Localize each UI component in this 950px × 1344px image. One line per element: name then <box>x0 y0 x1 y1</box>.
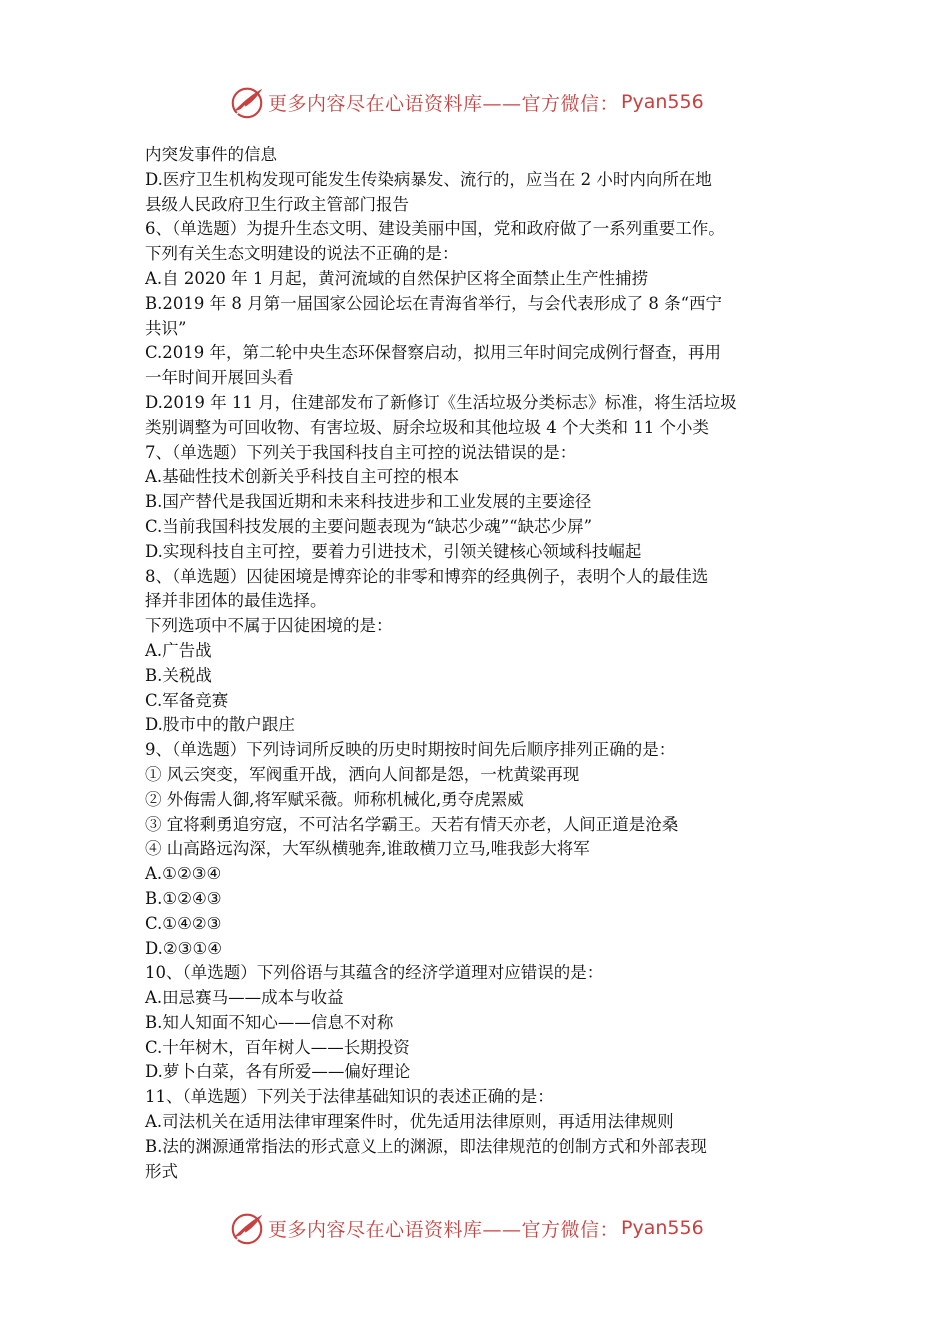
header-banner <box>228 82 728 122</box>
text-line: ② 外侮需人御,将军赋采薇。师称机械化,勇夺虎罴威 <box>145 789 524 809</box>
feather-pen-logo-icon <box>228 83 266 121</box>
text-line: A.基础性技术创新关乎科技自主可控的根本 <box>145 467 460 487</box>
text-line: ④ 山高路远沟深，大军纵横驰奔,谁敢横刀立马,唯我彭大将军 <box>145 839 590 859</box>
text-line: 10、（单选题）下列俗语与其蕴含的经济学道理对应错误的是： <box>145 963 604 983</box>
feather-pen-logo-icon <box>228 1209 266 1247</box>
text-line: D.2019 年 11 月，住建部发布了新修订《生活垃圾分类标志》标准，将生活垃圾 <box>145 392 737 412</box>
text-line: 下列选项中不属于囚徒困境的是： <box>145 616 393 636</box>
footer-banner <box>228 1208 728 1248</box>
text-line: A.广告战 <box>145 640 212 660</box>
text-line: C.当前我国科技发展的主要问题表现为“缺芯少魂”“缺芯少屏” <box>145 516 593 536</box>
text-line: D.②③①④ <box>145 938 223 958</box>
text-line: B.2019 年 8 月第一届国家公园论坛在青海省举行，与会代表形成了 8 条“西宁 <box>145 293 723 313</box>
text-line: D.萝卜白菜，各有所爱——偏好理论 <box>145 1062 411 1082</box>
text-line: 共识” <box>145 318 187 338</box>
text-line: 11、（单选题）下列关于法律基础知识的表述正确的是： <box>145 1087 554 1107</box>
text-line: A.①②③④ <box>145 864 222 884</box>
text-line: C.①④②③ <box>145 913 222 933</box>
text-line: B.关税战 <box>145 665 212 685</box>
text-line: ① 风云突变，军阀重开战，洒向人间都是怨，一枕黄粱再现 <box>145 764 580 784</box>
header-banner-text: 更多内容尽在心语资料库——官方微信： <box>268 92 620 115</box>
text-line: D.实现科技自主可控，要着力引进技术，引领关键核心领域科技崛起 <box>145 541 642 561</box>
text-line: A.田忌赛马——成本与收益 <box>145 988 344 1008</box>
text-line: 县级人民政府卫生行政主管部门报告 <box>145 194 409 214</box>
text-line: C.军备竞赛 <box>145 690 229 710</box>
text-line: 9、（单选题）下列诗词所反映的历史时期按时间先后顺序排列正确的是： <box>145 740 676 760</box>
text-line: B.国产替代是我国近期和未来科技进步和工业发展的主要途径 <box>145 492 592 512</box>
document-body <box>145 143 825 1184</box>
text-line: ③ 宜将剩勇追穷寇，不可沽名学霸王。天若有情天亦老，人间正道是沧桑 <box>145 814 679 834</box>
text-line: 下列有关生态文明建设的说法不正确的是： <box>145 244 459 264</box>
text-line: B.知人知面不知心——信息不对称 <box>145 1012 394 1032</box>
text-line: B.①②④③ <box>145 888 222 908</box>
header-wechat-id: Pyan556 <box>621 91 704 113</box>
text-line: A.司法机关在适用法律审理案件时，优先适用法律原则，再适用法律规则 <box>145 1112 674 1132</box>
text-line: C.2019 年，第二轮中央生态环保督察启动，拟用三年时间完成例行督查，再用 <box>145 343 722 363</box>
text-line: 形式 <box>145 1161 178 1181</box>
text-line: 8、（单选题）囚徒困境是博弈论的非零和博弈的经典例子，表明个人的最佳选 <box>145 566 709 586</box>
text-line: 择并非团体的最佳选择。 <box>145 591 327 611</box>
text-line: D.医疗卫生机构发现可能发生传染病暴发、流行的，应当在 2 小时内向所在地 <box>145 169 712 189</box>
footer-banner-text: 更多内容尽在心语资料库——官方微信： <box>268 1218 620 1241</box>
text-line: A.自 2020 年 1 月起，黄河流域的自然保护区将全面禁止生产性捕捞 <box>145 268 649 288</box>
text-line: 内突发事件的信息 <box>145 145 277 164</box>
text-line: B.法的渊源通常指法的形式意义上的渊源，即法律规范的创制方式和外部表现 <box>145 1136 707 1156</box>
text-line: C.十年树木，百年树人——长期投资 <box>145 1037 410 1057</box>
text-line: 6、（单选题）为提升生态文明、建设美丽中国，党和政府做了一系列重要工作。 <box>145 219 725 239</box>
text-line: 一年时间开展回头看 <box>145 368 294 388</box>
text-line: 7、（单选题）下列关于我国科技自主可控的说法错误的是： <box>145 442 577 462</box>
footer-wechat-id: Pyan556 <box>621 1217 704 1239</box>
text-line: 类别调整为可回收物、有害垃圾、厨余垃圾和其他垃圾 4 个大类和 11 个小类 <box>145 417 709 437</box>
text-line: D.股市中的散户跟庄 <box>145 715 295 735</box>
